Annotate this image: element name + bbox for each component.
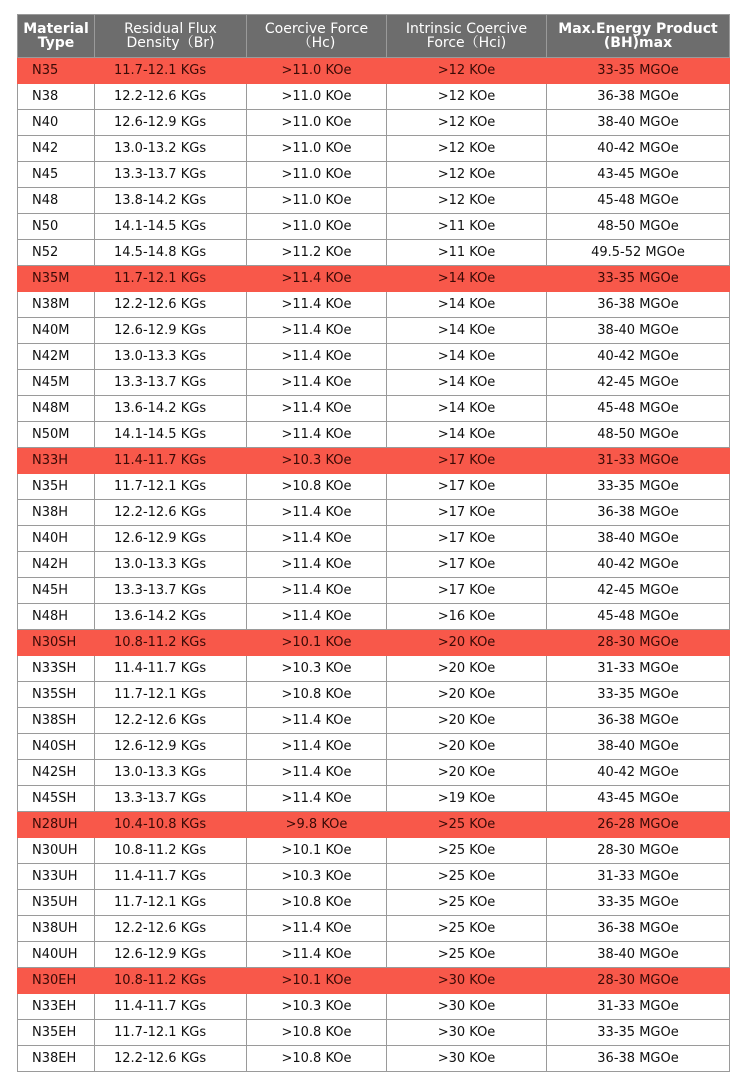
residual-flux-cell: 10.8-11.2 KGs xyxy=(95,630,247,656)
max-energy-cell: 33-35 MGOe xyxy=(547,1020,730,1046)
table-row xyxy=(18,526,730,552)
coercive-force-cell: >10.3 KOe xyxy=(247,448,387,474)
material-type-cell: N33UH xyxy=(18,864,95,890)
residual-flux-cell: 12.2-12.6 KGs xyxy=(95,500,247,526)
residual-flux-cell: 14.1-14.5 KGs xyxy=(95,214,247,240)
residual-flux-cell: 13.6-14.2 KGs xyxy=(95,604,247,630)
table-row-highlighted xyxy=(18,630,730,656)
table-row xyxy=(18,838,730,864)
table-row xyxy=(18,136,730,162)
intrinsic-coercive-cell: >30 KOe xyxy=(387,1046,547,1072)
max-energy-cell: 43-45 MGOe xyxy=(547,162,730,188)
material-type-cell: N33EH xyxy=(18,994,95,1020)
residual-flux-cell: 10.8-11.2 KGs xyxy=(95,838,247,864)
material-type-cell: N48H xyxy=(18,604,95,630)
header-line: Max.Energy Product xyxy=(558,21,718,37)
max-energy-cell: 38-40 MGOe xyxy=(547,734,730,760)
header-material-type xyxy=(18,15,95,58)
table-row xyxy=(18,786,730,812)
max-energy-cell: 40-42 MGOe xyxy=(547,552,730,578)
header-line: Coercive Force xyxy=(264,21,369,37)
residual-flux-cell: 13.3-13.7 KGs xyxy=(95,370,247,396)
residual-flux-cell: 13.0-13.3 KGs xyxy=(95,552,247,578)
max-energy-cell: 40-42 MGOe xyxy=(547,760,730,786)
residual-flux-cell: 13.0-13.3 KGs xyxy=(95,344,247,370)
table-row xyxy=(18,890,730,916)
table-row-highlighted xyxy=(18,58,730,84)
max-energy-cell: 33-35 MGOe xyxy=(547,682,730,708)
intrinsic-coercive-cell: >17 KOe xyxy=(387,448,547,474)
residual-flux-cell: 11.7-12.1 KGs xyxy=(95,1020,247,1046)
coercive-force-cell: >10.8 KOe xyxy=(247,1020,387,1046)
material-type-cell: N50M xyxy=(18,422,95,448)
coercive-force-cell: >10.1 KOe xyxy=(247,968,387,994)
material-type-cell: N40SH xyxy=(18,734,95,760)
table-header xyxy=(18,15,730,58)
intrinsic-coercive-cell: >30 KOe xyxy=(387,1020,547,1046)
coercive-force-cell: >11.0 KOe xyxy=(247,214,387,240)
table-row-highlighted xyxy=(18,812,730,838)
intrinsic-coercive-cell: >12 KOe xyxy=(387,110,547,136)
table-row xyxy=(18,1020,730,1046)
coercive-force-cell: >10.8 KOe xyxy=(247,682,387,708)
max-energy-cell: 33-35 MGOe xyxy=(547,266,730,292)
intrinsic-coercive-cell: >25 KOe xyxy=(387,916,547,942)
coercive-force-cell: >11.4 KOe xyxy=(247,760,387,786)
coercive-force-cell: >10.1 KOe xyxy=(247,838,387,864)
intrinsic-coercive-cell: >14 KOe xyxy=(387,292,547,318)
max-energy-cell: 31-33 MGOe xyxy=(547,656,730,682)
residual-flux-cell: 10.4-10.8 KGs xyxy=(95,812,247,838)
max-energy-cell: 33-35 MGOe xyxy=(547,58,730,84)
max-energy-cell: 40-42 MGOe xyxy=(547,344,730,370)
coercive-force-cell: >11.4 KOe xyxy=(247,526,387,552)
header-intrinsic-coercive-force xyxy=(387,15,547,58)
material-type-cell: N48M xyxy=(18,396,95,422)
intrinsic-coercive-cell: >30 KOe xyxy=(387,968,547,994)
residual-flux-cell: 11.4-11.7 KGs xyxy=(95,864,247,890)
residual-flux-cell: 12.2-12.6 KGs xyxy=(95,916,247,942)
max-energy-cell: 48-50 MGOe xyxy=(547,214,730,240)
table-row xyxy=(18,760,730,786)
header-line: （Hc) xyxy=(297,35,336,51)
residual-flux-cell: 11.7-12.1 KGs xyxy=(95,266,247,292)
max-energy-cell: 33-35 MGOe xyxy=(547,890,730,916)
coercive-force-cell: >11.4 KOe xyxy=(247,266,387,292)
max-energy-cell: 38-40 MGOe xyxy=(547,942,730,968)
coercive-force-cell: >10.3 KOe xyxy=(247,656,387,682)
max-energy-cell: 45-48 MGOe xyxy=(547,396,730,422)
material-type-cell: N40H xyxy=(18,526,95,552)
max-energy-cell: 31-33 MGOe xyxy=(547,994,730,1020)
coercive-force-cell: >11.0 KOe xyxy=(247,58,387,84)
table-row xyxy=(18,474,730,500)
table-row xyxy=(18,370,730,396)
header-row xyxy=(18,15,730,58)
max-energy-cell: 28-30 MGOe xyxy=(547,838,730,864)
max-energy-cell: 33-35 MGOe xyxy=(547,474,730,500)
material-type-cell: N50 xyxy=(18,214,95,240)
table-row xyxy=(18,734,730,760)
material-type-cell: N40 xyxy=(18,110,95,136)
material-type-cell: N30EH xyxy=(18,968,95,994)
intrinsic-coercive-cell: >14 KOe xyxy=(387,422,547,448)
coercive-force-cell: >11.4 KOe xyxy=(247,292,387,318)
coercive-force-cell: >11.4 KOe xyxy=(247,734,387,760)
max-energy-cell: 28-30 MGOe xyxy=(547,968,730,994)
residual-flux-cell: 13.6-14.2 KGs xyxy=(95,396,247,422)
max-energy-cell: 49.5-52 MGOe xyxy=(547,240,730,266)
coercive-force-cell: >11.0 KOe xyxy=(247,84,387,110)
table-row xyxy=(18,994,730,1020)
residual-flux-cell: 11.7-12.1 KGs xyxy=(95,474,247,500)
max-energy-cell: 38-40 MGOe xyxy=(547,110,730,136)
material-type-cell: N40M xyxy=(18,318,95,344)
max-energy-cell: 26-28 MGOe xyxy=(547,812,730,838)
intrinsic-coercive-cell: >12 KOe xyxy=(387,162,547,188)
table-row xyxy=(18,110,730,136)
material-type-cell: N30UH xyxy=(18,838,95,864)
table-row xyxy=(18,318,730,344)
table-body xyxy=(18,58,730,1072)
material-type-cell: N45 xyxy=(18,162,95,188)
max-energy-cell: 48-50 MGOe xyxy=(547,422,730,448)
intrinsic-coercive-cell: >20 KOe xyxy=(387,734,547,760)
header-line: Residual Flux xyxy=(124,21,217,37)
residual-flux-cell: 12.2-12.6 KGs xyxy=(95,1046,247,1072)
table-row xyxy=(18,500,730,526)
intrinsic-coercive-cell: >20 KOe xyxy=(387,682,547,708)
table-row xyxy=(18,1046,730,1072)
coercive-force-cell: >11.0 KOe xyxy=(247,188,387,214)
max-energy-cell: 40-42 MGOe xyxy=(547,136,730,162)
coercive-force-cell: >10.3 KOe xyxy=(247,864,387,890)
intrinsic-coercive-cell: >12 KOe xyxy=(387,188,547,214)
intrinsic-coercive-cell: >20 KOe xyxy=(387,656,547,682)
material-type-cell: N33SH xyxy=(18,656,95,682)
coercive-force-cell: >11.4 KOe xyxy=(247,578,387,604)
header-line: Intrinsic Coercive xyxy=(405,21,528,37)
residual-flux-cell: 13.0-13.2 KGs xyxy=(95,136,247,162)
coercive-force-cell: >11.4 KOe xyxy=(247,552,387,578)
coercive-force-cell: >11.4 KOe xyxy=(247,344,387,370)
coercive-force-cell: >11.4 KOe xyxy=(247,708,387,734)
intrinsic-coercive-cell: >20 KOe xyxy=(387,630,547,656)
residual-flux-cell: 11.4-11.7 KGs xyxy=(95,448,247,474)
max-energy-cell: 36-38 MGOe xyxy=(547,84,730,110)
intrinsic-coercive-cell: >25 KOe xyxy=(387,942,547,968)
intrinsic-coercive-cell: >17 KOe xyxy=(387,578,547,604)
coercive-force-cell: >10.8 KOe xyxy=(247,1046,387,1072)
table-row xyxy=(18,864,730,890)
residual-flux-cell: 11.4-11.7 KGs xyxy=(95,994,247,1020)
coercive-force-cell: >11.4 KOe xyxy=(247,500,387,526)
material-type-cell: N52 xyxy=(18,240,95,266)
residual-flux-cell: 12.2-12.6 KGs xyxy=(95,292,247,318)
residual-flux-cell: 14.5-14.8 KGs xyxy=(95,240,247,266)
residual-flux-cell: 12.6-12.9 KGs xyxy=(95,318,247,344)
intrinsic-coercive-cell: >14 KOe xyxy=(387,370,547,396)
coercive-force-cell: >11.4 KOe xyxy=(247,396,387,422)
residual-flux-cell: 12.6-12.9 KGs xyxy=(95,526,247,552)
max-energy-cell: 36-38 MGOe xyxy=(547,292,730,318)
material-type-cell: N48 xyxy=(18,188,95,214)
table-row xyxy=(18,604,730,630)
material-type-cell: N42H xyxy=(18,552,95,578)
header-residual-flux-density xyxy=(95,15,247,58)
table-row-highlighted xyxy=(18,448,730,474)
material-type-cell: N28UH xyxy=(18,812,95,838)
material-type-cell: N30SH xyxy=(18,630,95,656)
table-row xyxy=(18,84,730,110)
material-type-cell: N45H xyxy=(18,578,95,604)
intrinsic-coercive-cell: >25 KOe xyxy=(387,864,547,890)
table-row xyxy=(18,708,730,734)
material-type-cell: N35M xyxy=(18,266,95,292)
material-type-cell: N45SH xyxy=(18,786,95,812)
coercive-force-cell: >11.4 KOe xyxy=(247,422,387,448)
material-type-cell: N42SH xyxy=(18,760,95,786)
coercive-force-cell: >11.0 KOe xyxy=(247,110,387,136)
intrinsic-coercive-cell: >17 KOe xyxy=(387,474,547,500)
material-type-cell: N38H xyxy=(18,500,95,526)
material-type-cell: N35UH xyxy=(18,890,95,916)
coercive-force-cell: >11.0 KOe xyxy=(247,136,387,162)
intrinsic-coercive-cell: >25 KOe xyxy=(387,812,547,838)
residual-flux-cell: 12.6-12.9 KGs xyxy=(95,734,247,760)
table-row xyxy=(18,162,730,188)
intrinsic-coercive-cell: >25 KOe xyxy=(387,890,547,916)
max-energy-cell: 45-48 MGOe xyxy=(547,188,730,214)
residual-flux-cell: 14.1-14.5 KGs xyxy=(95,422,247,448)
material-type-cell: N38UH xyxy=(18,916,95,942)
max-energy-cell: 38-40 MGOe xyxy=(547,526,730,552)
table-row-highlighted xyxy=(18,968,730,994)
residual-flux-cell: 13.0-13.3 KGs xyxy=(95,760,247,786)
material-type-cell: N38EH xyxy=(18,1046,95,1072)
residual-flux-cell: 11.7-12.1 KGs xyxy=(95,682,247,708)
material-type-cell: N40UH xyxy=(18,942,95,968)
residual-flux-cell: 11.7-12.1 KGs xyxy=(95,58,247,84)
table-row xyxy=(18,682,730,708)
intrinsic-coercive-cell: >14 KOe xyxy=(387,266,547,292)
coercive-force-cell: >10.1 KOe xyxy=(247,630,387,656)
table-row xyxy=(18,292,730,318)
material-type-cell: N33H xyxy=(18,448,95,474)
intrinsic-coercive-cell: >11 KOe xyxy=(387,214,547,240)
table-row xyxy=(18,422,730,448)
coercive-force-cell: >11.0 KOe xyxy=(247,162,387,188)
intrinsic-coercive-cell: >20 KOe xyxy=(387,760,547,786)
intrinsic-coercive-cell: >12 KOe xyxy=(387,84,547,110)
residual-flux-cell: 13.8-14.2 KGs xyxy=(95,188,247,214)
intrinsic-coercive-cell: >17 KOe xyxy=(387,526,547,552)
header-line: (BH)max xyxy=(603,35,673,51)
header-line: Material xyxy=(23,21,89,37)
residual-flux-cell: 11.7-12.1 KGs xyxy=(95,890,247,916)
max-energy-cell: 42-45 MGOe xyxy=(547,370,730,396)
material-type-cell: N38 xyxy=(18,84,95,110)
table-row xyxy=(18,916,730,942)
table-row xyxy=(18,188,730,214)
coercive-force-cell: >10.3 KOe xyxy=(247,994,387,1020)
residual-flux-cell: 12.6-12.9 KGs xyxy=(95,942,247,968)
table-row xyxy=(18,656,730,682)
header-line: Force（Hci) xyxy=(426,35,507,51)
max-energy-cell: 28-30 MGOe xyxy=(547,630,730,656)
intrinsic-coercive-cell: >11 KOe xyxy=(387,240,547,266)
residual-flux-cell: 12.2-12.6 KGs xyxy=(95,708,247,734)
coercive-force-cell: >9.8 KOe xyxy=(247,812,387,838)
intrinsic-coercive-cell: >20 KOe xyxy=(387,708,547,734)
header-line: Type xyxy=(37,35,75,51)
coercive-force-cell: >11.4 KOe xyxy=(247,942,387,968)
material-type-cell: N35 xyxy=(18,58,95,84)
material-type-cell: N35SH xyxy=(18,682,95,708)
table-row xyxy=(18,578,730,604)
intrinsic-coercive-cell: >14 KOe xyxy=(387,344,547,370)
table-row xyxy=(18,552,730,578)
max-energy-cell: 36-38 MGOe xyxy=(547,1046,730,1072)
max-energy-cell: 36-38 MGOe xyxy=(547,916,730,942)
coercive-force-cell: >11.4 KOe xyxy=(247,604,387,630)
material-type-cell: N35H xyxy=(18,474,95,500)
residual-flux-cell: 13.3-13.7 KGs xyxy=(95,786,247,812)
residual-flux-cell: 12.6-12.9 KGs xyxy=(95,110,247,136)
header-coercive-force xyxy=(247,15,387,58)
max-energy-cell: 31-33 MGOe xyxy=(547,864,730,890)
max-energy-cell: 43-45 MGOe xyxy=(547,786,730,812)
max-energy-cell: 36-38 MGOe xyxy=(547,708,730,734)
table-row xyxy=(18,214,730,240)
max-energy-cell: 45-48 MGOe xyxy=(547,604,730,630)
residual-flux-cell: 13.3-13.7 KGs xyxy=(95,578,247,604)
intrinsic-coercive-cell: >19 KOe xyxy=(387,786,547,812)
header-line: Density（Br) xyxy=(126,35,215,51)
table-row xyxy=(18,942,730,968)
material-type-cell: N38SH xyxy=(18,708,95,734)
coercive-force-cell: >10.8 KOe xyxy=(247,474,387,500)
intrinsic-coercive-cell: >14 KOe xyxy=(387,396,547,422)
intrinsic-coercive-cell: >25 KOe xyxy=(387,838,547,864)
material-type-cell: N35EH xyxy=(18,1020,95,1046)
material-type-cell: N42 xyxy=(18,136,95,162)
max-energy-cell: 38-40 MGOe xyxy=(547,318,730,344)
intrinsic-coercive-cell: >12 KOe xyxy=(387,136,547,162)
residual-flux-cell: 11.4-11.7 KGs xyxy=(95,656,247,682)
table-row xyxy=(18,240,730,266)
table-row xyxy=(18,344,730,370)
material-type-cell: N42M xyxy=(18,344,95,370)
residual-flux-cell: 10.8-11.2 KGs xyxy=(95,968,247,994)
intrinsic-coercive-cell: >14 KOe xyxy=(387,318,547,344)
table-row-highlighted xyxy=(18,266,730,292)
intrinsic-coercive-cell: >12 KOe xyxy=(387,58,547,84)
coercive-force-cell: >11.4 KOe xyxy=(247,370,387,396)
max-energy-cell: 31-33 MGOe xyxy=(547,448,730,474)
coercive-force-cell: >11.4 KOe xyxy=(247,916,387,942)
coercive-force-cell: >11.4 KOe xyxy=(247,318,387,344)
max-energy-cell: 42-45 MGOe xyxy=(547,578,730,604)
coercive-force-cell: >10.8 KOe xyxy=(247,890,387,916)
max-energy-cell: 36-38 MGOe xyxy=(547,500,730,526)
intrinsic-coercive-cell: >17 KOe xyxy=(387,500,547,526)
material-type-cell: N45M xyxy=(18,370,95,396)
material-type-cell: N38M xyxy=(18,292,95,318)
header-max-energy-product xyxy=(547,15,730,58)
magnet-grade-table xyxy=(17,14,730,1072)
coercive-force-cell: >11.4 KOe xyxy=(247,786,387,812)
intrinsic-coercive-cell: >17 KOe xyxy=(387,552,547,578)
intrinsic-coercive-cell: >16 KOe xyxy=(387,604,547,630)
residual-flux-cell: 13.3-13.7 KGs xyxy=(95,162,247,188)
residual-flux-cell: 12.2-12.6 KGs xyxy=(95,84,247,110)
coercive-force-cell: >11.2 KOe xyxy=(247,240,387,266)
table-row xyxy=(18,396,730,422)
intrinsic-coercive-cell: >30 KOe xyxy=(387,994,547,1020)
